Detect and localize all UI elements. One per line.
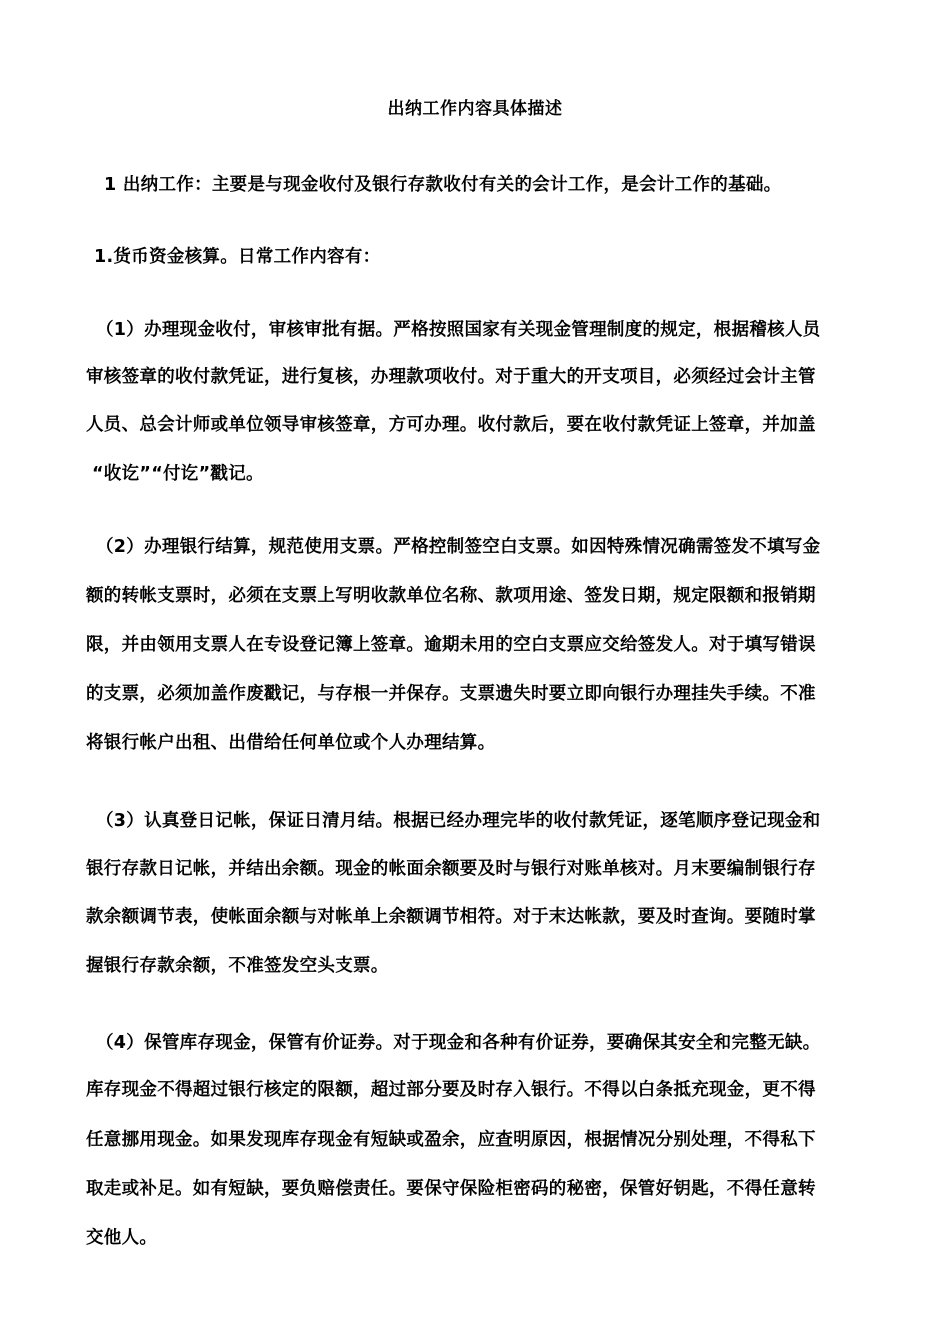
paragraph-4-line-2: 库存现金不得超过银行核定的限额，超过部分要及时存入银行。不得以白条抵充现金，更不得 — [86, 1080, 816, 1100]
paragraph-4-line-3: 任意挪用现金。如果发现库存现金有短缺或盈余，应查明原因，根据情况分别处理，不得私下 — [86, 1130, 816, 1150]
paragraph-3-line-4: 握银行存款余额，不准签发空头支票。 — [86, 956, 389, 976]
paragraph-3-line-2: 银行存款日记帐，并结出余额。现金的帐面余额要及时与银行对账单核对。月末要编制银行存 — [86, 859, 816, 879]
paragraph-3-line-3: 款余额调节表，使帐面余额与对帐单上余额调节相符。对于末达帐款，要及时查询。要随时掌 — [86, 907, 816, 927]
paragraph-2-line-3: 限，并由领用支票人在专设登记簿上签章。逾期未用的空白支票应交给签发人。对于填写错误 — [86, 635, 816, 655]
paragraph-2-line-5: 将银行帐户出租、出借给任何单位或个人办理结算。 — [86, 733, 496, 753]
paragraph-2-line-1: （2）办理银行结算，规范使用支票。严格控制签空白支票。如因特殊情况确需签发不填写金 — [96, 537, 821, 557]
document-title: 出纳工作内容具体描述 — [387, 99, 563, 119]
paragraph-1-line-1: （1）办理现金收付，审核审批有据。严格按照国家有关现金管理制度的规定，根据稽核人员 — [96, 320, 821, 340]
paragraph-2-line-4: 的支票，必须加盖作废戳记，与存根一并保存。支票遗失时要立即向银行办理挂失手续。不准 — [86, 684, 816, 704]
paragraph-3-line-1: （3）认真登日记帐，保证日清月结。根据已经办理完毕的收付款凭证，逐笔顺序登记现金和 — [96, 811, 821, 831]
paragraph-2-line-2: 额的转帐支票时，必须在支票上写明收款单位名称、款项用途、签发日期，规定限额和报销期 — [86, 586, 816, 606]
paragraph-4-line-1: （4）保管库存现金，保管有价证券。对于现金和各种有价证券，要确保其安全和完整无缺。 — [96, 1033, 821, 1053]
paragraph-1-line-2: 审核签章的收付款凭证，进行复核，办理款项收付。对于重大的开支项目，必须经过会计主管 — [86, 367, 816, 387]
section-heading: 1.货币资金核算。日常工作内容有： — [94, 247, 381, 267]
paragraph-1-line-4: “收讫”“付讫”戳记。 — [92, 464, 264, 484]
paragraph-4-line-5: 交他人。 — [86, 1228, 158, 1248]
intro-line: 1 出纳工作：主要是与现金收付及银行存款收付有关的会计工作，是会计工作的基础。 — [104, 175, 782, 195]
paragraph-1-line-3: 人员、总会计师或单位领导审核签章，方可办理。收付款后，要在收付款凭证上签章，并加盖 — [86, 415, 816, 435]
paragraph-4-line-4: 取走或补足。如有短缺，要负赔偿责任。要保守保险柜密码的秘密，保管好钥匙，不得任意转 — [86, 1179, 816, 1199]
